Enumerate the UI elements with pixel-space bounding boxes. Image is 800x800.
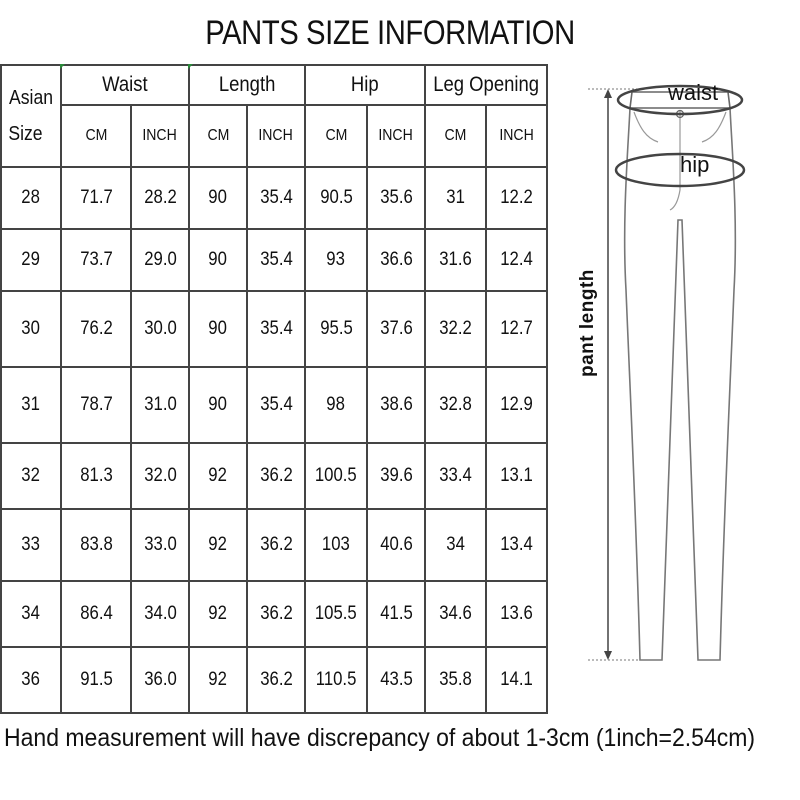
- unit-header: INCH: [367, 105, 425, 167]
- unit-header: INCH: [131, 105, 189, 167]
- measurement-cell: 31: [425, 167, 486, 229]
- measurement-cell: 41.5: [367, 581, 425, 647]
- measurement-cell: 92: [189, 509, 247, 581]
- corner-marker: [188, 64, 193, 69]
- measurement-cell: 110.5: [305, 647, 367, 713]
- measurement-cell: 32.0: [131, 443, 189, 509]
- measurement-cell: 13.1: [486, 443, 547, 509]
- measurement-cell: 71.7: [61, 167, 131, 229]
- measurement-cell: 38.6: [367, 367, 425, 443]
- measurement-cell: 30.0: [131, 291, 189, 367]
- length-arrow-bottom: [604, 651, 612, 660]
- measurement-cell: 12.9: [486, 367, 547, 443]
- measurement-cell: 73.7: [61, 229, 131, 291]
- size-cell: 32: [1, 443, 61, 509]
- unit-header: CM: [425, 105, 486, 167]
- size-cell: 29: [1, 229, 61, 291]
- table-row: [1, 291, 547, 367]
- measurement-cell: 90: [189, 229, 247, 291]
- measurement-cell: 103: [305, 509, 367, 581]
- measurement-cell: 90: [189, 291, 247, 367]
- size-cell: 34: [1, 581, 61, 647]
- size-cell: 30: [1, 291, 61, 367]
- measurement-cell: 35.4: [247, 167, 305, 229]
- table-row: [1, 647, 547, 713]
- measurement-cell: 33.4: [425, 443, 486, 509]
- measurement-cell: 32.8: [425, 367, 486, 443]
- table-row: [1, 167, 547, 229]
- measurement-cell: 76.2: [61, 291, 131, 367]
- measurement-cell: 12.7: [486, 291, 547, 367]
- measurement-cell: 83.8: [61, 509, 131, 581]
- hip-label: hip: [680, 152, 710, 177]
- measurement-cell: 35.4: [247, 291, 305, 367]
- waist-label: waist: [668, 80, 719, 105]
- measurement-cell: 92: [189, 581, 247, 647]
- corner-marker: [60, 64, 65, 69]
- group-header-hip: Hip: [305, 65, 425, 105]
- measurement-cell: 32.2: [425, 291, 486, 367]
- size-header-line1: Asian: [9, 87, 54, 109]
- pants-pocket-right: [702, 112, 726, 142]
- measurement-cell: 86.4: [61, 581, 131, 647]
- measurement-cell: 13.6: [486, 581, 547, 647]
- measurement-cell: 29.0: [131, 229, 189, 291]
- measurement-cell: 31.0: [131, 367, 189, 443]
- measurement-cell: 91.5: [61, 647, 131, 713]
- measurement-cell: 36.2: [247, 647, 305, 713]
- group-header-length: Length: [189, 65, 305, 105]
- measurement-cell: 35.8: [425, 647, 486, 713]
- unit-header: CM: [305, 105, 367, 167]
- table-row: [1, 367, 547, 443]
- table-row: [1, 581, 547, 647]
- size-cell: 36: [1, 647, 61, 713]
- unit-header-row: [1, 105, 547, 167]
- table-row: [1, 509, 547, 581]
- measurement-cell: 78.7: [61, 367, 131, 443]
- group-header-waist: Waist: [61, 65, 189, 105]
- table-body: [1, 167, 547, 713]
- size-cell: 28: [1, 167, 61, 229]
- measurement-cell: 35.4: [247, 229, 305, 291]
- measurement-cell: 13.4: [486, 509, 547, 581]
- size-chart-table: [0, 64, 548, 714]
- measurement-cell: 12.2: [486, 167, 547, 229]
- measurement-cell: 40.6: [367, 509, 425, 581]
- measurement-cell: 14.1: [486, 647, 547, 713]
- group-header-leg-opening: Leg Opening: [425, 65, 547, 105]
- measurement-cell: 93: [305, 229, 367, 291]
- length-arrow-top: [604, 89, 612, 98]
- measurement-cell: 35.4: [247, 367, 305, 443]
- measurement-cell: 90: [189, 167, 247, 229]
- unit-header: CM: [61, 105, 131, 167]
- measurement-cell: 36.6: [367, 229, 425, 291]
- measurement-cell: 12.4: [486, 229, 547, 291]
- measurement-cell: 37.6: [367, 291, 425, 367]
- unit-header: INCH: [486, 105, 547, 167]
- page-title: PANTS SIZE INFORMATION: [205, 14, 575, 52]
- pant-length-label: pant length: [577, 269, 598, 377]
- measurement-cell: 35.6: [367, 167, 425, 229]
- measurement-cell: 39.6: [367, 443, 425, 509]
- measurement-cell: 105.5: [305, 581, 367, 647]
- pants-pocket-left: [634, 112, 658, 142]
- size-header-cell: [1, 65, 61, 167]
- group-header-row: [1, 65, 547, 105]
- measurement-cell: 36.2: [247, 443, 305, 509]
- measurement-cell: 90: [189, 367, 247, 443]
- measurement-cell: 36.0: [131, 647, 189, 713]
- unit-header: CM: [189, 105, 247, 167]
- measurement-cell: 90.5: [305, 167, 367, 229]
- measurement-cell: 28.2: [131, 167, 189, 229]
- measurement-cell: 92: [189, 647, 247, 713]
- measurement-cell: 100.5: [305, 443, 367, 509]
- unit-header: INCH: [247, 105, 305, 167]
- measurement-cell: 36.2: [247, 581, 305, 647]
- measurement-cell: 36.2: [247, 509, 305, 581]
- measurement-cell: 33.0: [131, 509, 189, 581]
- measurement-cell: 98: [305, 367, 367, 443]
- measurement-note: Hand measurement will have discrepancy of about 1-3cm (1inch=2.54cm): [4, 724, 756, 752]
- measurement-cell: 34: [425, 509, 486, 581]
- measurement-cell: 92: [189, 443, 247, 509]
- measurement-cell: 34.0: [131, 581, 189, 647]
- measurement-cell: 81.3: [61, 443, 131, 509]
- measurement-cell: 34.6: [425, 581, 486, 647]
- measurement-cell: 95.5: [305, 291, 367, 367]
- size-cell: 33: [1, 509, 61, 581]
- measurement-cell: 31.6: [425, 229, 486, 291]
- table-row: [1, 229, 547, 291]
- size-cell: 31: [1, 367, 61, 443]
- size-header-line2: Size: [8, 123, 43, 145]
- pants-fly: [670, 110, 680, 210]
- table-row: [1, 443, 547, 509]
- measurement-cell: 43.5: [367, 647, 425, 713]
